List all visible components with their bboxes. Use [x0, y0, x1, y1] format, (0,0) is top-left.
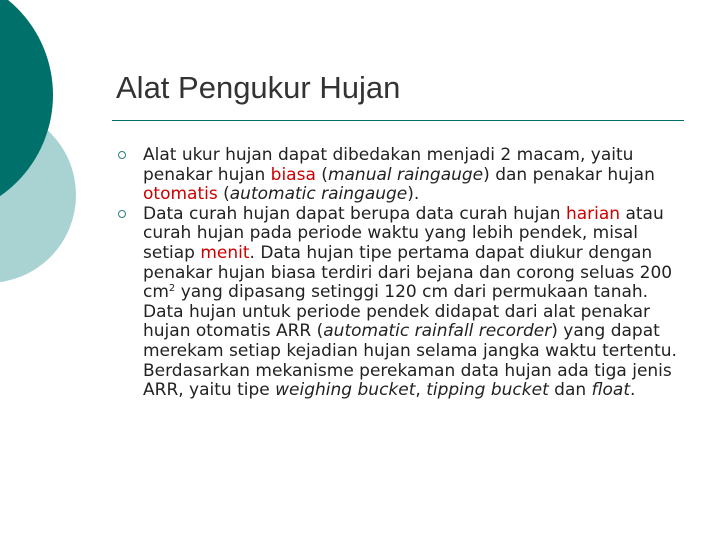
- term-weighing-bucket: weighing bucket: [275, 380, 416, 401]
- superscript-2: 2: [168, 283, 176, 295]
- term-automatic-rainfall-recorder: automatic rainfall recorder: [323, 321, 552, 342]
- highlight-harian: harian: [565, 203, 621, 224]
- text: yang dipasang setinggi 120 cm dari permukaan tanah. Data hujan untuk periode pendek didapat dari alat penakar hujan otomatis ARR (: [143, 282, 650, 342]
- text: ) dan penakar hujan: [483, 164, 655, 185]
- term-manual-raingauge: manual raingauge: [327, 164, 484, 185]
- text: (: [315, 164, 328, 185]
- highlight-menit: menit: [200, 242, 250, 263]
- text: ) yang dapat merekam setiap kejadian hujan selama jangka waktu tertentu. Berdasarkan mekanisme perekaman data hujan ada tiga jenis ARR, yaitu tipe: [143, 321, 677, 401]
- text: .: [630, 380, 636, 401]
- slide-title: Alat Pengukur Hujan: [116, 70, 401, 105]
- text: ,: [415, 380, 427, 401]
- bullet-list: [118, 146, 678, 401]
- term-tipping-bucket: tipping bucket: [426, 380, 549, 401]
- bullet-circle-icon: [118, 151, 126, 159]
- highlight-biasa: biasa: [270, 164, 316, 185]
- term-float: float: [591, 380, 631, 401]
- term-automatic-raingauge: automatic raingauge: [229, 184, 408, 205]
- decorative-circles: [0, 0, 100, 300]
- bullet-circle-icon: [118, 210, 126, 218]
- text: Data curah hujan dapat berupa data curah hujan: [143, 203, 566, 224]
- highlight-otomatis: otomatis: [143, 184, 218, 205]
- bullet-item-2: [118, 205, 678, 401]
- text: Alat ukur hujan dapat dibedakan menjadi 2 macam, yaitu penakar hujan: [143, 145, 634, 185]
- text: (: [217, 184, 230, 205]
- text: . Data hujan tipe pertama dapat diukur dengan penakar hujan biasa terdiri dari bejana dan corong seluas 200 cm: [143, 242, 673, 303]
- text: dan: [548, 380, 592, 401]
- bullet-item-1: [118, 146, 678, 205]
- title-divider: [112, 120, 684, 121]
- text: atau curah hujan pada periode waktu yang lebih pendek, misal setiap: [143, 203, 664, 263]
- text: ).: [407, 184, 420, 205]
